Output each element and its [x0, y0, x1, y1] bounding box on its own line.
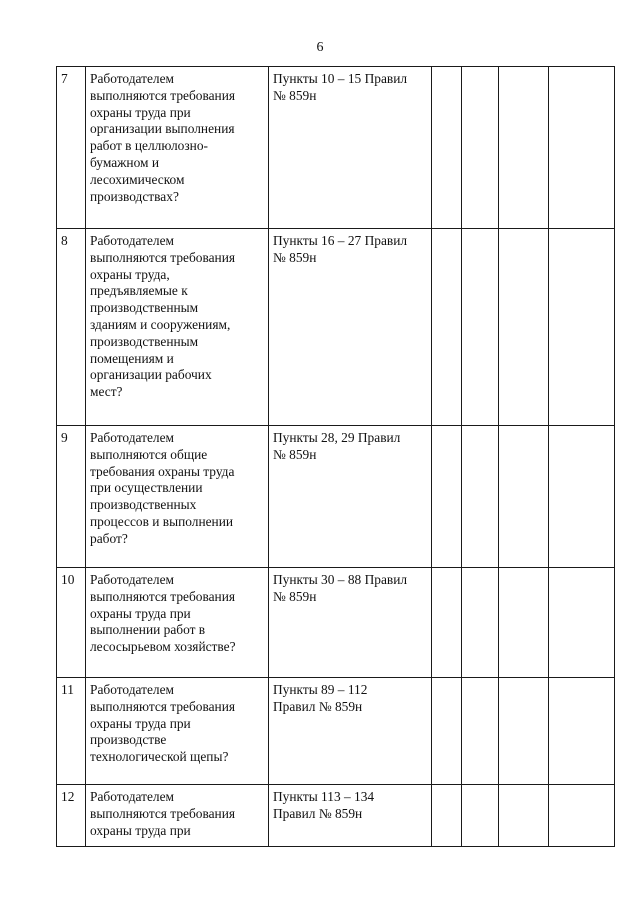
answer-not-applicable-cell[interactable]	[499, 67, 549, 229]
requirement-question: Работодателем выполняются требования охраны труда при выполнении работ в лесосырьевом хозяйстве?	[86, 568, 269, 678]
legal-reference: Пункты 16 – 27 Правил № 859н	[269, 229, 432, 426]
answer-yes-cell[interactable]	[432, 426, 462, 568]
answer-no-cell[interactable]	[462, 568, 499, 678]
table-row	[57, 678, 615, 785]
requirement-question: Работодателем выполняются требования охраны труда, предъявляемые к производственным зданиям и сооружениям, производственным помещениям и организации рабочих мест?	[86, 229, 269, 426]
answer-yes-cell[interactable]	[432, 785, 462, 847]
answer-yes-cell[interactable]	[432, 568, 462, 678]
table-row	[57, 568, 615, 678]
row-number: 12	[57, 785, 86, 847]
checklist-table	[56, 66, 615, 847]
notes-cell[interactable]	[549, 229, 615, 426]
table-row	[57, 426, 615, 568]
answer-not-applicable-cell[interactable]	[499, 678, 549, 785]
row-number: 7	[57, 67, 86, 229]
row-number: 10	[57, 568, 86, 678]
legal-reference: Пункты 89 – 112 Правил № 859н	[269, 678, 432, 785]
notes-cell[interactable]	[549, 426, 615, 568]
notes-cell[interactable]	[549, 67, 615, 229]
page-number: 6	[316, 40, 324, 55]
answer-no-cell[interactable]	[462, 785, 499, 847]
table-row	[57, 229, 615, 426]
answer-no-cell[interactable]	[462, 67, 499, 229]
answer-yes-cell[interactable]	[432, 229, 462, 426]
notes-cell[interactable]	[549, 785, 615, 847]
legal-reference: Пункты 10 – 15 Правил № 859н	[269, 67, 432, 229]
requirement-question: Работодателем выполняются требования охраны труда при	[86, 785, 269, 847]
answer-not-applicable-cell[interactable]	[499, 229, 549, 426]
legal-reference: Пункты 28, 29 Правил № 859н	[269, 426, 432, 568]
notes-cell[interactable]	[549, 568, 615, 678]
answer-no-cell[interactable]	[462, 426, 499, 568]
requirement-question: Работодателем выполняются требования охраны труда при производстве технологической щепы?	[86, 678, 269, 785]
answer-no-cell[interactable]	[462, 229, 499, 426]
answer-not-applicable-cell[interactable]	[499, 426, 549, 568]
answer-yes-cell[interactable]	[432, 67, 462, 229]
answer-not-applicable-cell[interactable]	[499, 785, 549, 847]
legal-reference: Пункты 30 – 88 Правил № 859н	[269, 568, 432, 678]
row-number: 11	[57, 678, 86, 785]
answer-no-cell[interactable]	[462, 678, 499, 785]
answer-yes-cell[interactable]	[432, 678, 462, 785]
table-row	[57, 785, 615, 847]
table-row	[57, 67, 615, 229]
requirement-question: Работодателем выполняются требования охраны труда при организации выполнения работ в целлюлозно- бумажном и лесохимическом производствах?	[86, 67, 269, 229]
row-number: 9	[57, 426, 86, 568]
answer-not-applicable-cell[interactable]	[499, 568, 549, 678]
notes-cell[interactable]	[549, 678, 615, 785]
legal-reference: Пункты 113 – 134 Правил № 859н	[269, 785, 432, 847]
row-number: 8	[57, 229, 86, 426]
requirement-question: Работодателем выполняются общие требования охраны труда при осуществлении производственных процессов и выполнении работ?	[86, 426, 269, 568]
